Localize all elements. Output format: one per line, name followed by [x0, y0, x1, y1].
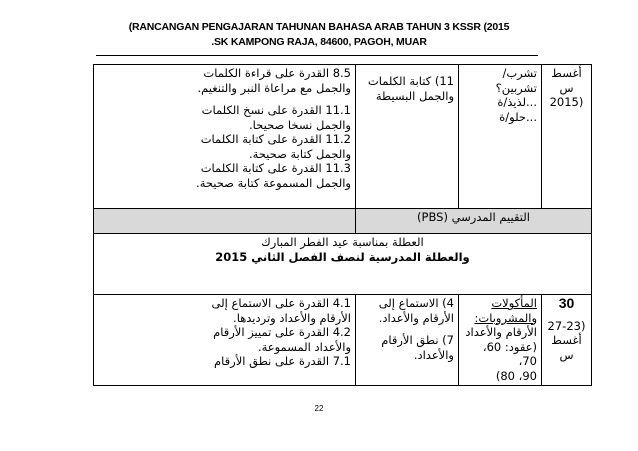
holiday-row — [94, 234, 592, 295]
table-row — [94, 65, 592, 209]
topic-cell: تشرب/تشربين؟ ...لذيذ/ة ...حلو/ة — [459, 65, 542, 209]
week-cell: 30 (27-23 أغسط س — [542, 295, 592, 386]
header-rule — [96, 55, 538, 56]
document-title: (RANCANGAN PENGAJARAN TAHUNAN BAHASA ARAB TAHUN 3 KSSR (2015 — [128, 21, 510, 33]
week-cell: أغسط س (2015 — [542, 65, 592, 209]
learning-standard-cell: 4.1 القدرة على الاستماع إلى الأرقام والأعداد وترديدها. 4.2 القدرة على تمييز الأرقام والأعداد المسموعة. 7.1 القدرة على نطق الأرقام — [94, 295, 356, 386]
topic-cell: المأكولات والمشروبات: الأرقام والأعداد (عقود: 60، 70، 90، 80) — [459, 295, 542, 386]
school-address: .SK KAMPONG RAJA, 84600, PAGOH, MUAR — [211, 36, 427, 48]
assessment-blank — [94, 209, 356, 234]
page-number: 22 — [314, 404, 324, 413]
lesson-plan-table — [93, 64, 592, 386]
standard-cell: 11) كتابة الكلمات والجمل البسيطة — [356, 65, 459, 209]
learning-standard-cell: 8.5 القدرة على قراءة الكلمات والجمل مع مراعاة النبر والتنغيم. 11.1 القدرة على نسخ الكلمات والجمل نسخا صحيحا. 11.2 القدرة على كتابة الكلمات والجمل كتابة صحيحة. 11.3 القدرة على كتابة الكلمات والجمل المسموعة كتابة صحيحة. — [94, 65, 356, 209]
assessment-label: التقييم المدرسي (PBS) — [356, 209, 592, 234]
holiday-cell: العطلة بمناسبة عيد الفطر المبارك والعطلة المدرسية لنصف الفصل الثاني 2015 — [94, 234, 592, 295]
table-row — [94, 295, 592, 386]
standard-cell: 4) الاستماع إلى الأرقام والأعداد. 7) نطق الأرقام والأعداد. — [356, 295, 459, 386]
assessment-row — [94, 209, 592, 234]
